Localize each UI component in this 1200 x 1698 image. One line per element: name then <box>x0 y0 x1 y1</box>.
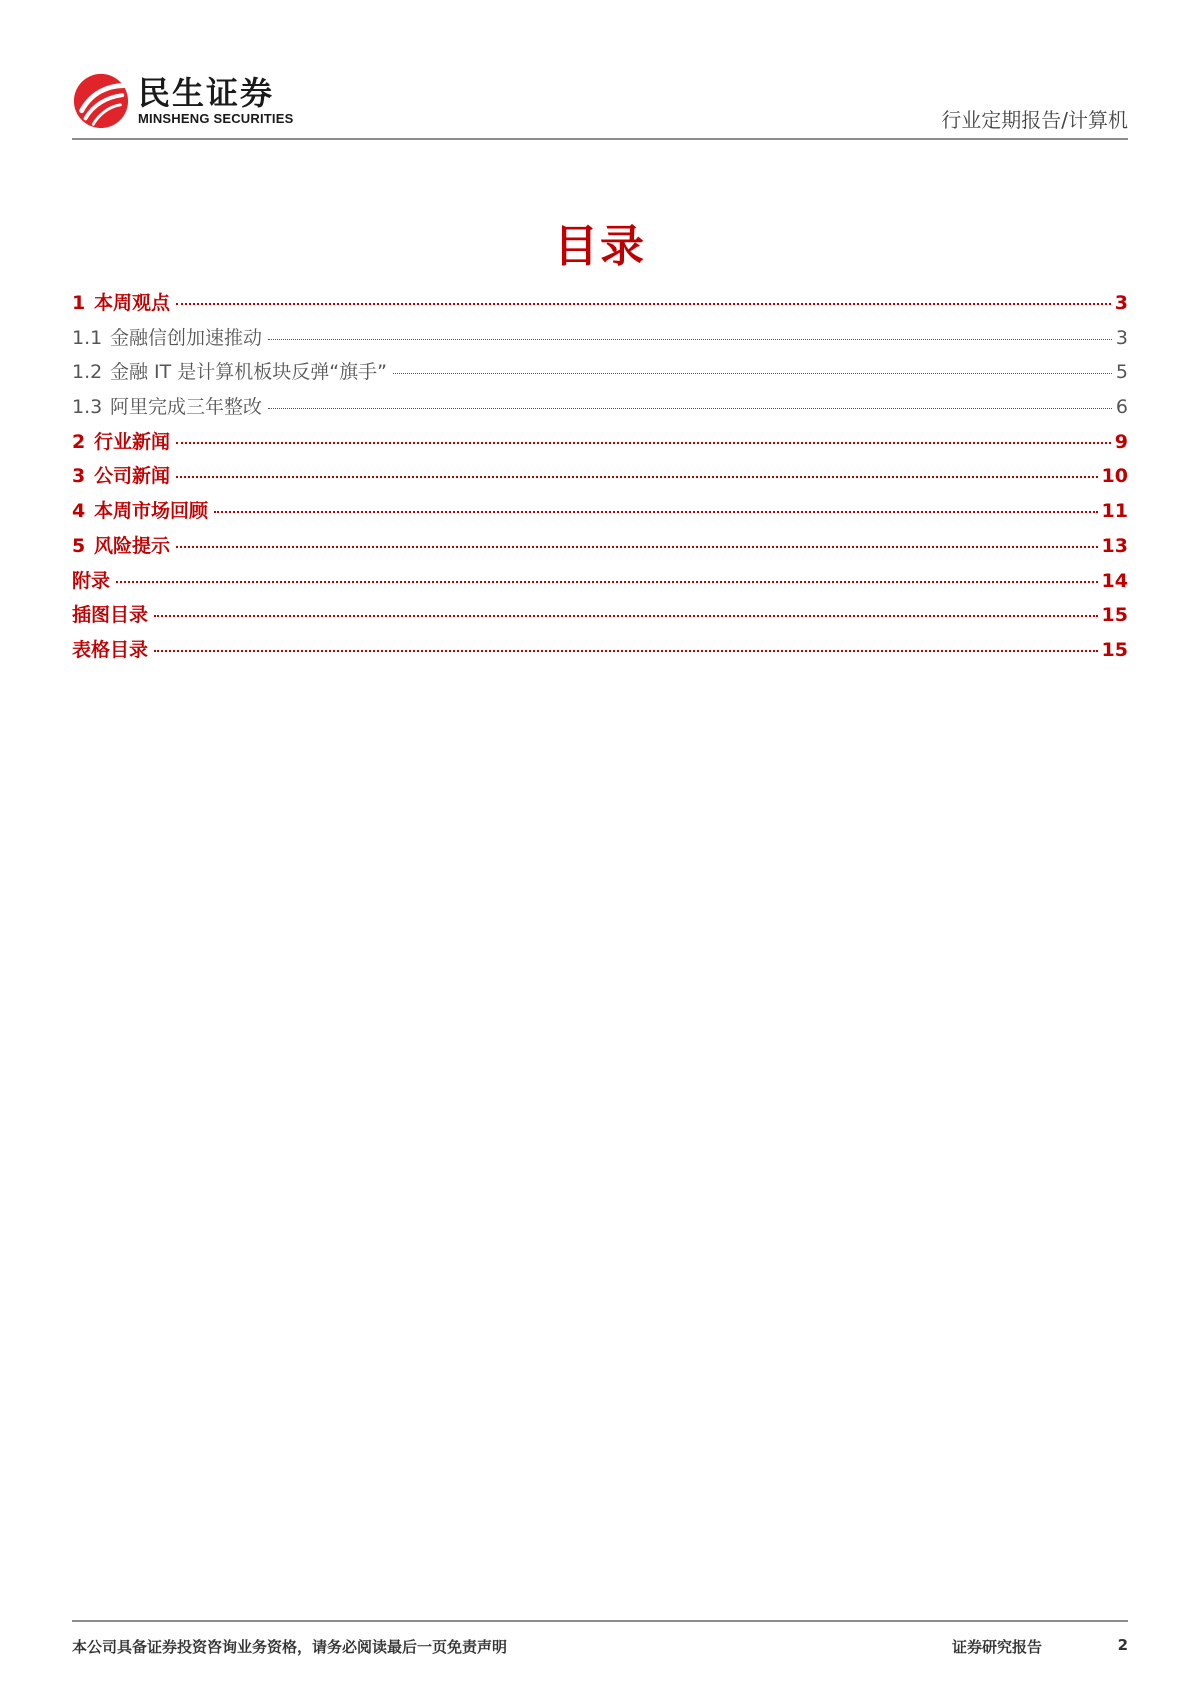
footer-divider <box>72 1620 1128 1622</box>
toc-entry-number: 1 <box>72 292 86 314</box>
toc-entry-label: 公司新闻 <box>94 465 171 488</box>
toc-entry-number: 4 <box>72 500 86 523</box>
toc-entry-label: 附录 <box>72 569 111 592</box>
toc-dot-leader <box>393 373 1112 374</box>
toc-entry[interactable] <box>72 427 1128 462</box>
toc-dot-leader <box>176 442 1111 444</box>
toc-title: 目录 <box>554 221 646 272</box>
toc-entry-page: 15 <box>1101 604 1128 627</box>
toc-entry[interactable] <box>72 635 1128 670</box>
toc-entry-page: 13 <box>1101 534 1128 557</box>
toc-dot-leader <box>176 546 1098 548</box>
toc-entry-number: 1.1 <box>72 326 103 349</box>
table-of-contents <box>72 288 1128 670</box>
toc-dot-leader <box>116 581 1098 583</box>
toc-entry-number: 1.2 <box>72 361 103 384</box>
toc-entry-number: 1.3 <box>72 396 103 419</box>
toc-entry-label: 阿里完成三年整改 <box>110 396 263 419</box>
toc-entry[interactable] <box>72 392 1128 427</box>
toc-entry[interactable] <box>72 531 1128 566</box>
toc-dot-leader <box>268 408 1112 409</box>
toc-entry-number: 3 <box>72 465 86 488</box>
footer-report-type: 证券研究报告 <box>951 1638 1042 1656</box>
toc-entry-label: 金融信创加速推动 <box>110 326 263 349</box>
toc-dot-leader <box>268 339 1112 340</box>
toc-entry[interactable] <box>72 566 1128 601</box>
toc-entry-page: 10 <box>1101 465 1128 488</box>
toc-entry[interactable] <box>72 288 1128 323</box>
toc-dot-leader <box>176 476 1098 478</box>
page-header <box>72 64 1128 140</box>
toc-entry-label: 本周市场回顾 <box>94 500 209 523</box>
toc-entry[interactable] <box>72 496 1128 531</box>
toc-entry-page: 5 <box>1115 361 1128 384</box>
toc-entry-page: 14 <box>1101 569 1128 592</box>
toc-dot-leader <box>154 650 1098 652</box>
toc-entry-label: 表格目录 <box>72 638 149 661</box>
toc-dot-leader <box>154 615 1098 617</box>
toc-entry-label: 插图目录 <box>72 604 149 627</box>
brand-logo <box>72 72 293 130</box>
toc-entry-page: 15 <box>1101 638 1128 661</box>
footer-disclaimer: 本公司具备证券投资咨询业务资格，请务必阅读最后一页免责声明 <box>72 1638 508 1656</box>
toc-entry-page: 6 <box>1115 396 1128 419</box>
toc-dot-leader <box>176 303 1111 305</box>
toc-entry-number: 2 <box>72 430 86 453</box>
document-type: 行业定期报告/计算机 <box>941 108 1128 132</box>
toc-entry-page: 11 <box>1101 500 1128 523</box>
toc-entry-page: 3 <box>1114 292 1128 314</box>
toc-entry-label: 金融 IT 是计算机板块反弹“旗手” <box>110 361 387 384</box>
toc-entry[interactable] <box>72 600 1128 635</box>
toc-entry-label: 本周观点 <box>94 292 171 314</box>
toc-dot-leader <box>214 511 1098 513</box>
toc-entry-label: 风险提示 <box>94 534 171 557</box>
minsheng-logo-icon <box>72 72 130 130</box>
toc-entry-label: 行业新闻 <box>94 430 171 453</box>
toc-entry-page: 9 <box>1114 430 1128 453</box>
toc-entry[interactable] <box>72 461 1128 496</box>
toc-entry[interactable] <box>72 357 1128 392</box>
brand-name-en: MINSHENG SECURITIES <box>138 111 294 126</box>
header-divider <box>72 138 1128 140</box>
toc-entry[interactable] <box>72 323 1128 358</box>
brand-name-cn: 民生证券 <box>138 74 275 112</box>
toc-entry-number: 5 <box>72 534 86 557</box>
toc-entry-page: 3 <box>1115 326 1128 349</box>
page-number: 2 <box>1117 1636 1128 1654</box>
